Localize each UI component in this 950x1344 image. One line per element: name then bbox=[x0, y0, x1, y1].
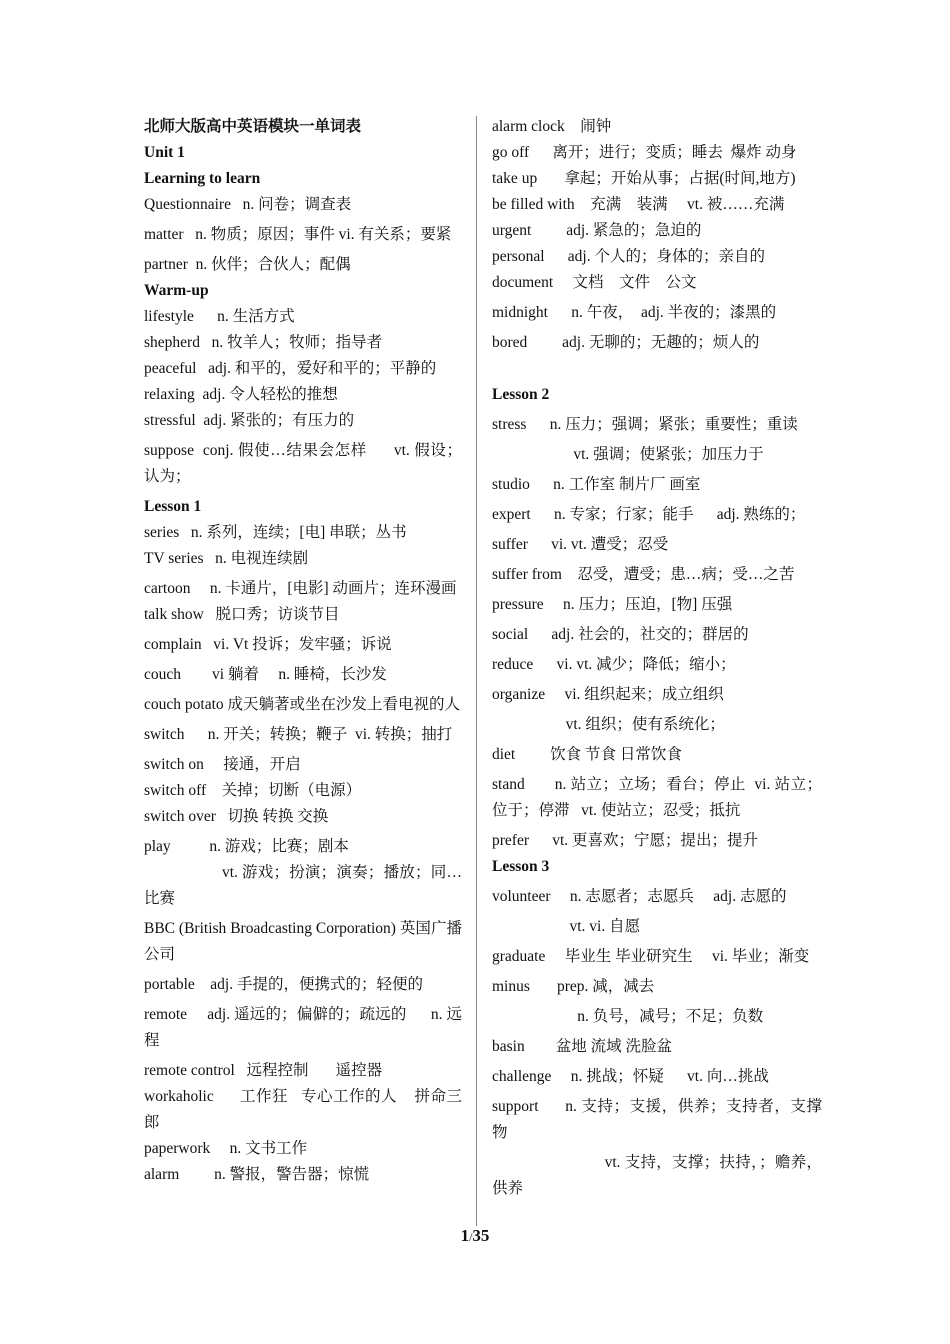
vocab-entry: workaholic 工作狂 专心工作的人 拼命三郎 bbox=[144, 1088, 462, 1131]
vocab-entry: talk show 脱口秀；访谈节目 bbox=[144, 606, 340, 623]
vocab-entry: switch on 接通，开启 bbox=[144, 756, 301, 773]
vocab-entry: challenge n. 挑战；怀疑 vt. 向…挑战 bbox=[492, 1068, 769, 1085]
vocab-entry: go off 离开；进行；变质；睡去 爆炸 动身 bbox=[492, 144, 797, 161]
column-divider bbox=[476, 116, 477, 1226]
vocab-entry: urgent adj. 紧急的；急迫的 bbox=[492, 222, 702, 239]
vocab-entry: relaxing adj. 令人轻松的推想 bbox=[144, 386, 338, 403]
vocab-entry: TV series n. 电视连续剧 bbox=[144, 550, 309, 567]
vocab-entry: be filled with 充满 装满 vt. 被……充满 bbox=[492, 196, 785, 213]
vocab-entry: switch off 关掉；切断（电源） bbox=[144, 782, 362, 799]
vocab-entry: personal adj. 个人的；身体的；亲自的 bbox=[492, 248, 765, 265]
vocab-entry: n. 负号，减号；不足；负数 bbox=[492, 1008, 764, 1025]
vocab-entry: vt. 强调；使紧张；加压力于 bbox=[492, 446, 764, 463]
vocab-entry: remote adj. 遥远的；偏僻的；疏远的 n. 远程 bbox=[144, 1006, 462, 1049]
vocab-entry: expert n. 专家；行家；能手 adj. 熟练的； bbox=[492, 506, 806, 523]
vocab-entry: play n. 游戏；比赛；剧本 bbox=[144, 838, 349, 855]
vocab-entry: stand n. 站立；立场；看台；停止 vi. 站立；位于；停滞 vt. 使站立；忍受；抵抗 bbox=[492, 776, 822, 819]
vocab-entry: matter n. 物质；原因；事件 vi. 有关系；要紧 bbox=[144, 226, 452, 243]
vocab-entry: switch n. 开关；转换；鞭子 vi. 转换；抽打 bbox=[144, 726, 453, 743]
vocab-entry: organize vi. 组织起来；成立组织 bbox=[492, 686, 724, 703]
vocab-entry: remote control 远程控制 遥控器 bbox=[144, 1062, 383, 1079]
vocab-entry: portable adj. 手提的，便携式的；轻便的 bbox=[144, 976, 423, 993]
page-current: 1 bbox=[460, 1226, 470, 1245]
vocab-entry: Questionnaire n. 问卷；调查表 bbox=[144, 196, 352, 213]
vocab-entry: vt. 游戏；扮演；演奏；播放；同…比赛 bbox=[144, 864, 463, 907]
vocab-entry: document 文档 文件 公文 bbox=[492, 274, 697, 291]
vocab-entry: BBC (British Broadcasting Corporation) 英国广播公司 bbox=[144, 920, 462, 963]
vocab-entry: shepherd n. 牧羊人；牧师；指导者 bbox=[144, 334, 383, 351]
vocab-entry: bored adj. 无聊的；无趣的；烦人的 bbox=[492, 334, 760, 351]
vocab-entry: paperwork n. 文书工作 bbox=[144, 1140, 308, 1157]
section-heading: Warm-up bbox=[144, 282, 209, 299]
blank-line bbox=[492, 356, 822, 382]
vocab-entry: partner n. 伙伴；合伙人；配偶 bbox=[144, 256, 351, 273]
right-column bbox=[492, 114, 822, 1202]
vocab-entry: switch over 切换 转换 交换 bbox=[144, 808, 329, 825]
section-heading: Lesson 3 bbox=[492, 858, 550, 875]
vocab-entry: complain vi. Vt 投诉；发牢骚；诉说 bbox=[144, 636, 392, 653]
vocab-entry: vt. vi. 自愿 bbox=[492, 918, 641, 935]
section-heading: 北师大版高中英语模块一单词表 bbox=[144, 118, 362, 135]
vocab-entry: lifestyle n. 生活方式 bbox=[144, 308, 295, 325]
vocab-entry: vt. 组织；使有系统化； bbox=[492, 716, 725, 733]
page-separator: / bbox=[469, 1230, 473, 1244]
page-total: 35 bbox=[472, 1226, 490, 1245]
vocab-entry: midnight n. 午夜， adj. 半夜的；漆黑的 bbox=[492, 304, 777, 321]
vocab-entry: peaceful adj. 和平的，爱好和平的；平静的 bbox=[144, 360, 437, 377]
vocab-entry: suffer from 忍受，遭受；患…病；受…之苦 bbox=[492, 566, 795, 583]
section-heading: Lesson 2 bbox=[492, 386, 550, 403]
vocab-entry: stressful adj. 紧张的；有压力的 bbox=[144, 412, 355, 429]
vocab-entry: volunteer n. 志愿者；志愿兵 adj. 志愿的 bbox=[492, 888, 787, 905]
vocab-entry: couch potato 成天躺著或坐在沙发上看电视的人 bbox=[144, 696, 461, 713]
section-heading: Lesson 1 bbox=[144, 498, 202, 515]
vocab-entry: graduate 毕业生 毕业研究生 vi. 毕业；渐变 bbox=[492, 948, 810, 965]
vocab-entry: basin 盆地 流域 洗脸盆 bbox=[492, 1038, 672, 1055]
vocab-entry: reduce vi. vt. 减少；降低；缩小； bbox=[492, 656, 736, 673]
vocab-entry: pressure n. 压力；压迫，[物] 压强 bbox=[492, 596, 733, 613]
left-column bbox=[144, 114, 462, 1188]
section-heading: Unit 1 bbox=[144, 144, 185, 161]
vocab-entry: diet 饮食 节食 日常饮食 bbox=[492, 746, 682, 763]
vocab-entry: suppose conj. 假使…结果会怎样 vt. 假设；认为； bbox=[144, 442, 462, 485]
vocab-entry: stress n. 压力；强调；紧张；重要性；重读 bbox=[492, 416, 798, 433]
vocab-entry: couch vi 躺着 n. 睡椅，长沙发 bbox=[144, 666, 387, 683]
page-number bbox=[0, 1226, 950, 1246]
vocab-entry: social adj. 社会的，社交的；群居的 bbox=[492, 626, 749, 643]
vocab-entry: studio n. 工作室 制片厂 画室 bbox=[492, 476, 701, 493]
vocab-entry: suffer vi. vt. 遭受；忍受 bbox=[492, 536, 669, 553]
vocab-entry: cartoon n. 卡通片，[电影] 动画片；连环漫画 bbox=[144, 580, 457, 597]
section-heading: Learning to learn bbox=[144, 170, 261, 187]
vocab-entry: support n. 支持；支援，供养；支持者，支撑物 bbox=[492, 1098, 822, 1141]
vocab-entry: vt. 支持，支撑；扶持，；赡养，供养 bbox=[492, 1154, 823, 1197]
vocab-entry: alarm clock 闹钟 bbox=[492, 118, 612, 135]
vocab-entry: prefer vt. 更喜欢；宁愿；提出；提升 bbox=[492, 832, 759, 849]
vocab-entry: series n. 系列，连续；[电] 串联；丛书 bbox=[144, 524, 407, 541]
vocab-entry: alarm n. 警报，警告器；惊慌 bbox=[144, 1166, 370, 1183]
vocab-entry: take up 拿起；开始从事；占据(时间,地方) bbox=[492, 170, 796, 187]
vocab-entry: minus prep. 减，减去 bbox=[492, 978, 655, 995]
